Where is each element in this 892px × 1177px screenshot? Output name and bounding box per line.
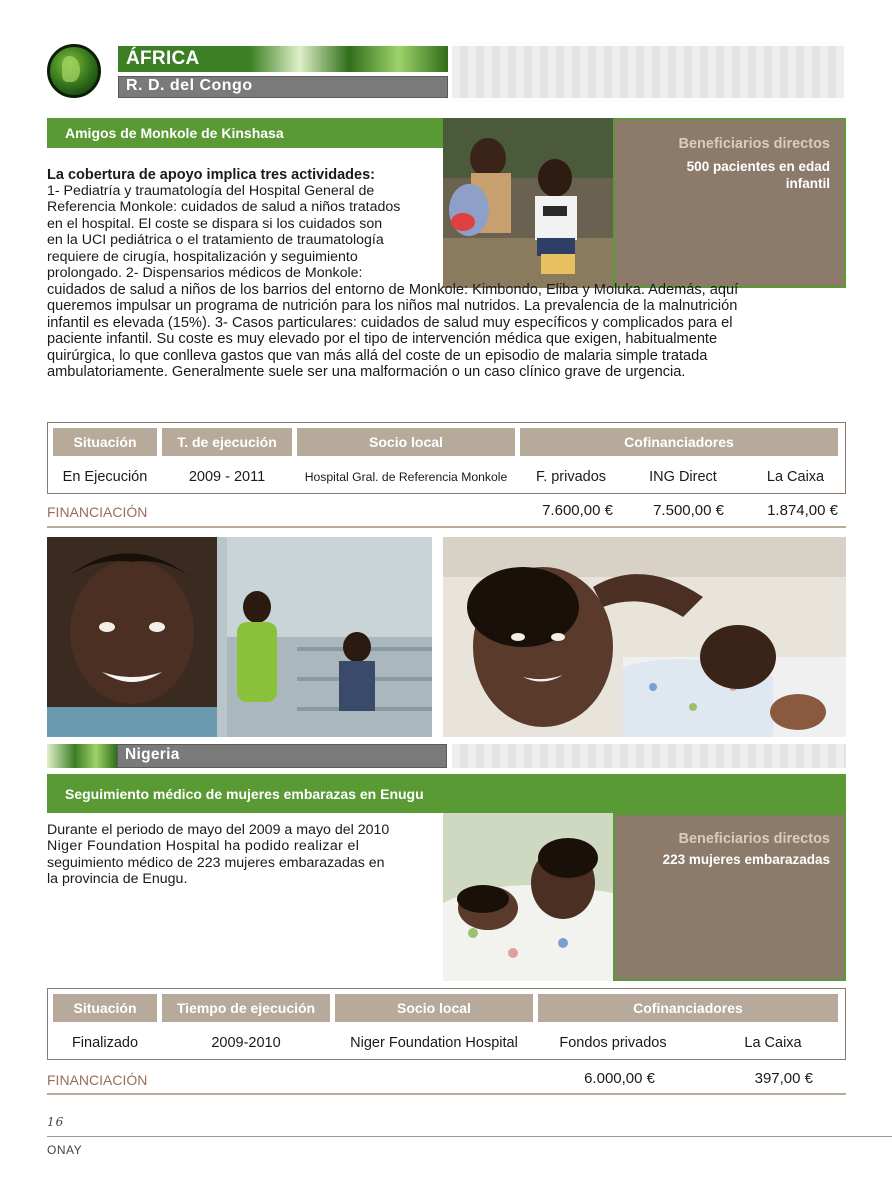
project1-beneficiaries-line2: infantil: [785, 176, 830, 191]
table-cell: Hospital Gral. de Referencia Monkole: [304, 470, 508, 484]
project1-photo-child: [443, 118, 613, 288]
project1-title-bar: [47, 118, 443, 148]
body-line: seguimiento médico de 223 mujeres embarazadas en: [47, 854, 385, 871]
table-cell: La Caixa: [766, 469, 825, 485]
project2-title-bar: [47, 774, 846, 813]
child-photo-illustration: [443, 118, 613, 288]
table-header: Cofinanciadores: [520, 428, 838, 456]
project1-financing-label: FINANCIACIÓN: [47, 504, 148, 520]
page-number: 16: [47, 1115, 65, 1129]
globe-land-shape: [62, 56, 80, 82]
project1-body-wide: [47, 282, 846, 380]
table-header: Socio local: [297, 428, 515, 456]
body-line: requiere de cirugía, hospitalización y seguimiento: [47, 248, 358, 265]
table-cell: En Ejecución: [62, 469, 148, 485]
project1-beneficiaries-title: Beneficiarios directos: [678, 136, 830, 152]
table-header: Situación: [53, 994, 157, 1022]
project2-financing-label: FINANCIACIÓN: [47, 1072, 148, 1088]
table-cell: Fondos privados: [559, 1035, 667, 1051]
body-line: quirúrgica, lo que conlleva gastos que van más allá del coste de un episodio de malaria simple tratada: [47, 347, 708, 364]
project2-beneficiaries-line1: 223 mujeres embarazadas: [662, 852, 830, 867]
project2-table: [47, 988, 846, 1060]
table-header: Socio local: [335, 994, 533, 1022]
table-header: Tiempo de ejecución: [162, 994, 330, 1022]
divider: [47, 1093, 846, 1095]
table-cell: 2009 - 2011: [188, 469, 266, 485]
body-line: en la UCI pediátrica o el tratamiento de traumatología: [47, 232, 384, 249]
project1-beneficiaries-box: [613, 118, 846, 288]
region-title: ÁFRICA: [126, 48, 200, 69]
body-line: prolongado. 2- Dispensarios médicos de Monkole:: [47, 265, 363, 282]
hospital-photo-left: [47, 537, 432, 737]
nigeria-leaf-decor: [47, 744, 117, 768]
body-line: ambulatoriamente. Generalmente suele ser una malformación o un caso clínico grave de urgencia.: [47, 364, 686, 381]
project2-beneficiaries-box: [613, 813, 846, 981]
project2-body: [47, 822, 431, 888]
body-line: infantil es elevada (15%). 3- Casos particulares: cuidados de salud muy específicos y complicados para el: [47, 314, 733, 331]
header-decor-stripes: [452, 46, 844, 98]
table-cell: Niger Foundation Hospital: [350, 1035, 518, 1051]
table-cell: ING Direct: [649, 469, 717, 485]
table-cell: 2009-2010: [211, 1035, 281, 1051]
body-line: Durante el periodo de mayo del 2009 a mayo del 2010: [47, 822, 390, 838]
nigeria-title: Nigeria: [125, 746, 180, 763]
project1-body-narrow: [47, 183, 435, 281]
project2-amount: 397,00 €: [754, 1070, 813, 1087]
footer-rule: [47, 1136, 892, 1137]
body-line: cuidados de salud a niños de los barrios del entorno de Monkole: Kimbondo, Eliba y Moluka. Además, aquí: [47, 282, 739, 298]
pregnant-women-photo-illustration: [443, 813, 613, 981]
project2-beneficiaries-title: Beneficiarios directos: [678, 831, 830, 847]
project2-photo: [443, 813, 613, 981]
table-cell: Finalizado: [71, 1035, 139, 1051]
hospital-photo-right: [443, 537, 846, 737]
project2-amount: 6.000,00 €: [584, 1070, 655, 1087]
table-header: Cofinanciadores: [538, 994, 838, 1022]
mother-baby-photo-illustration: [443, 537, 846, 737]
project1-amount: 7.500,00 €: [653, 502, 724, 519]
project2-title: Seguimiento médico de mujeres embarazas en Enugu: [65, 786, 424, 802]
project1-title: Amigos de Monkole de Kinshasa: [65, 125, 284, 141]
nurse-photo-illustration: [47, 537, 432, 737]
project1-beneficiaries-line1: 500 pacientes en edad: [686, 159, 830, 174]
divider: [47, 526, 846, 528]
project1-intro-heading: La cobertura de apoyo implica tres actividades:: [47, 167, 375, 183]
body-line: en el hospital. El coste se dispara si los cuidados son: [47, 215, 383, 232]
project1-table: [47, 422, 846, 494]
body-line: queremos impulsar un programa de nutrición para los niños mal nutridos. La prevalencia de la malnutrición: [47, 298, 738, 315]
footer-org: ONAY: [47, 1143, 83, 1157]
body-line: Niger Foundation Hospital ha podido realizar el: [47, 838, 360, 855]
body-line: paciente infantil. Su coste es muy elevado por el tipo de intervención médica que exigen, habitualmente: [47, 331, 718, 348]
country-title: R. D. del Congo: [126, 77, 253, 94]
project1-amount: 1.874,00 €: [767, 502, 838, 519]
table-cell: F. privados: [535, 469, 607, 485]
project1-amount: 7.600,00 €: [542, 502, 613, 519]
table-header: T. de ejecución: [162, 428, 292, 456]
body-line: 1- Pediatría y traumatología del Hospital General de: [47, 183, 375, 199]
body-line: Referencia Monkole: cuidados de salud a niños tratados: [47, 199, 401, 216]
nigeria-decor-stripes: [452, 744, 846, 768]
table-header: Situación: [53, 428, 157, 456]
table-cell: La Caixa: [744, 1035, 802, 1051]
body-line: la provincia de Enugu.: [47, 871, 188, 888]
